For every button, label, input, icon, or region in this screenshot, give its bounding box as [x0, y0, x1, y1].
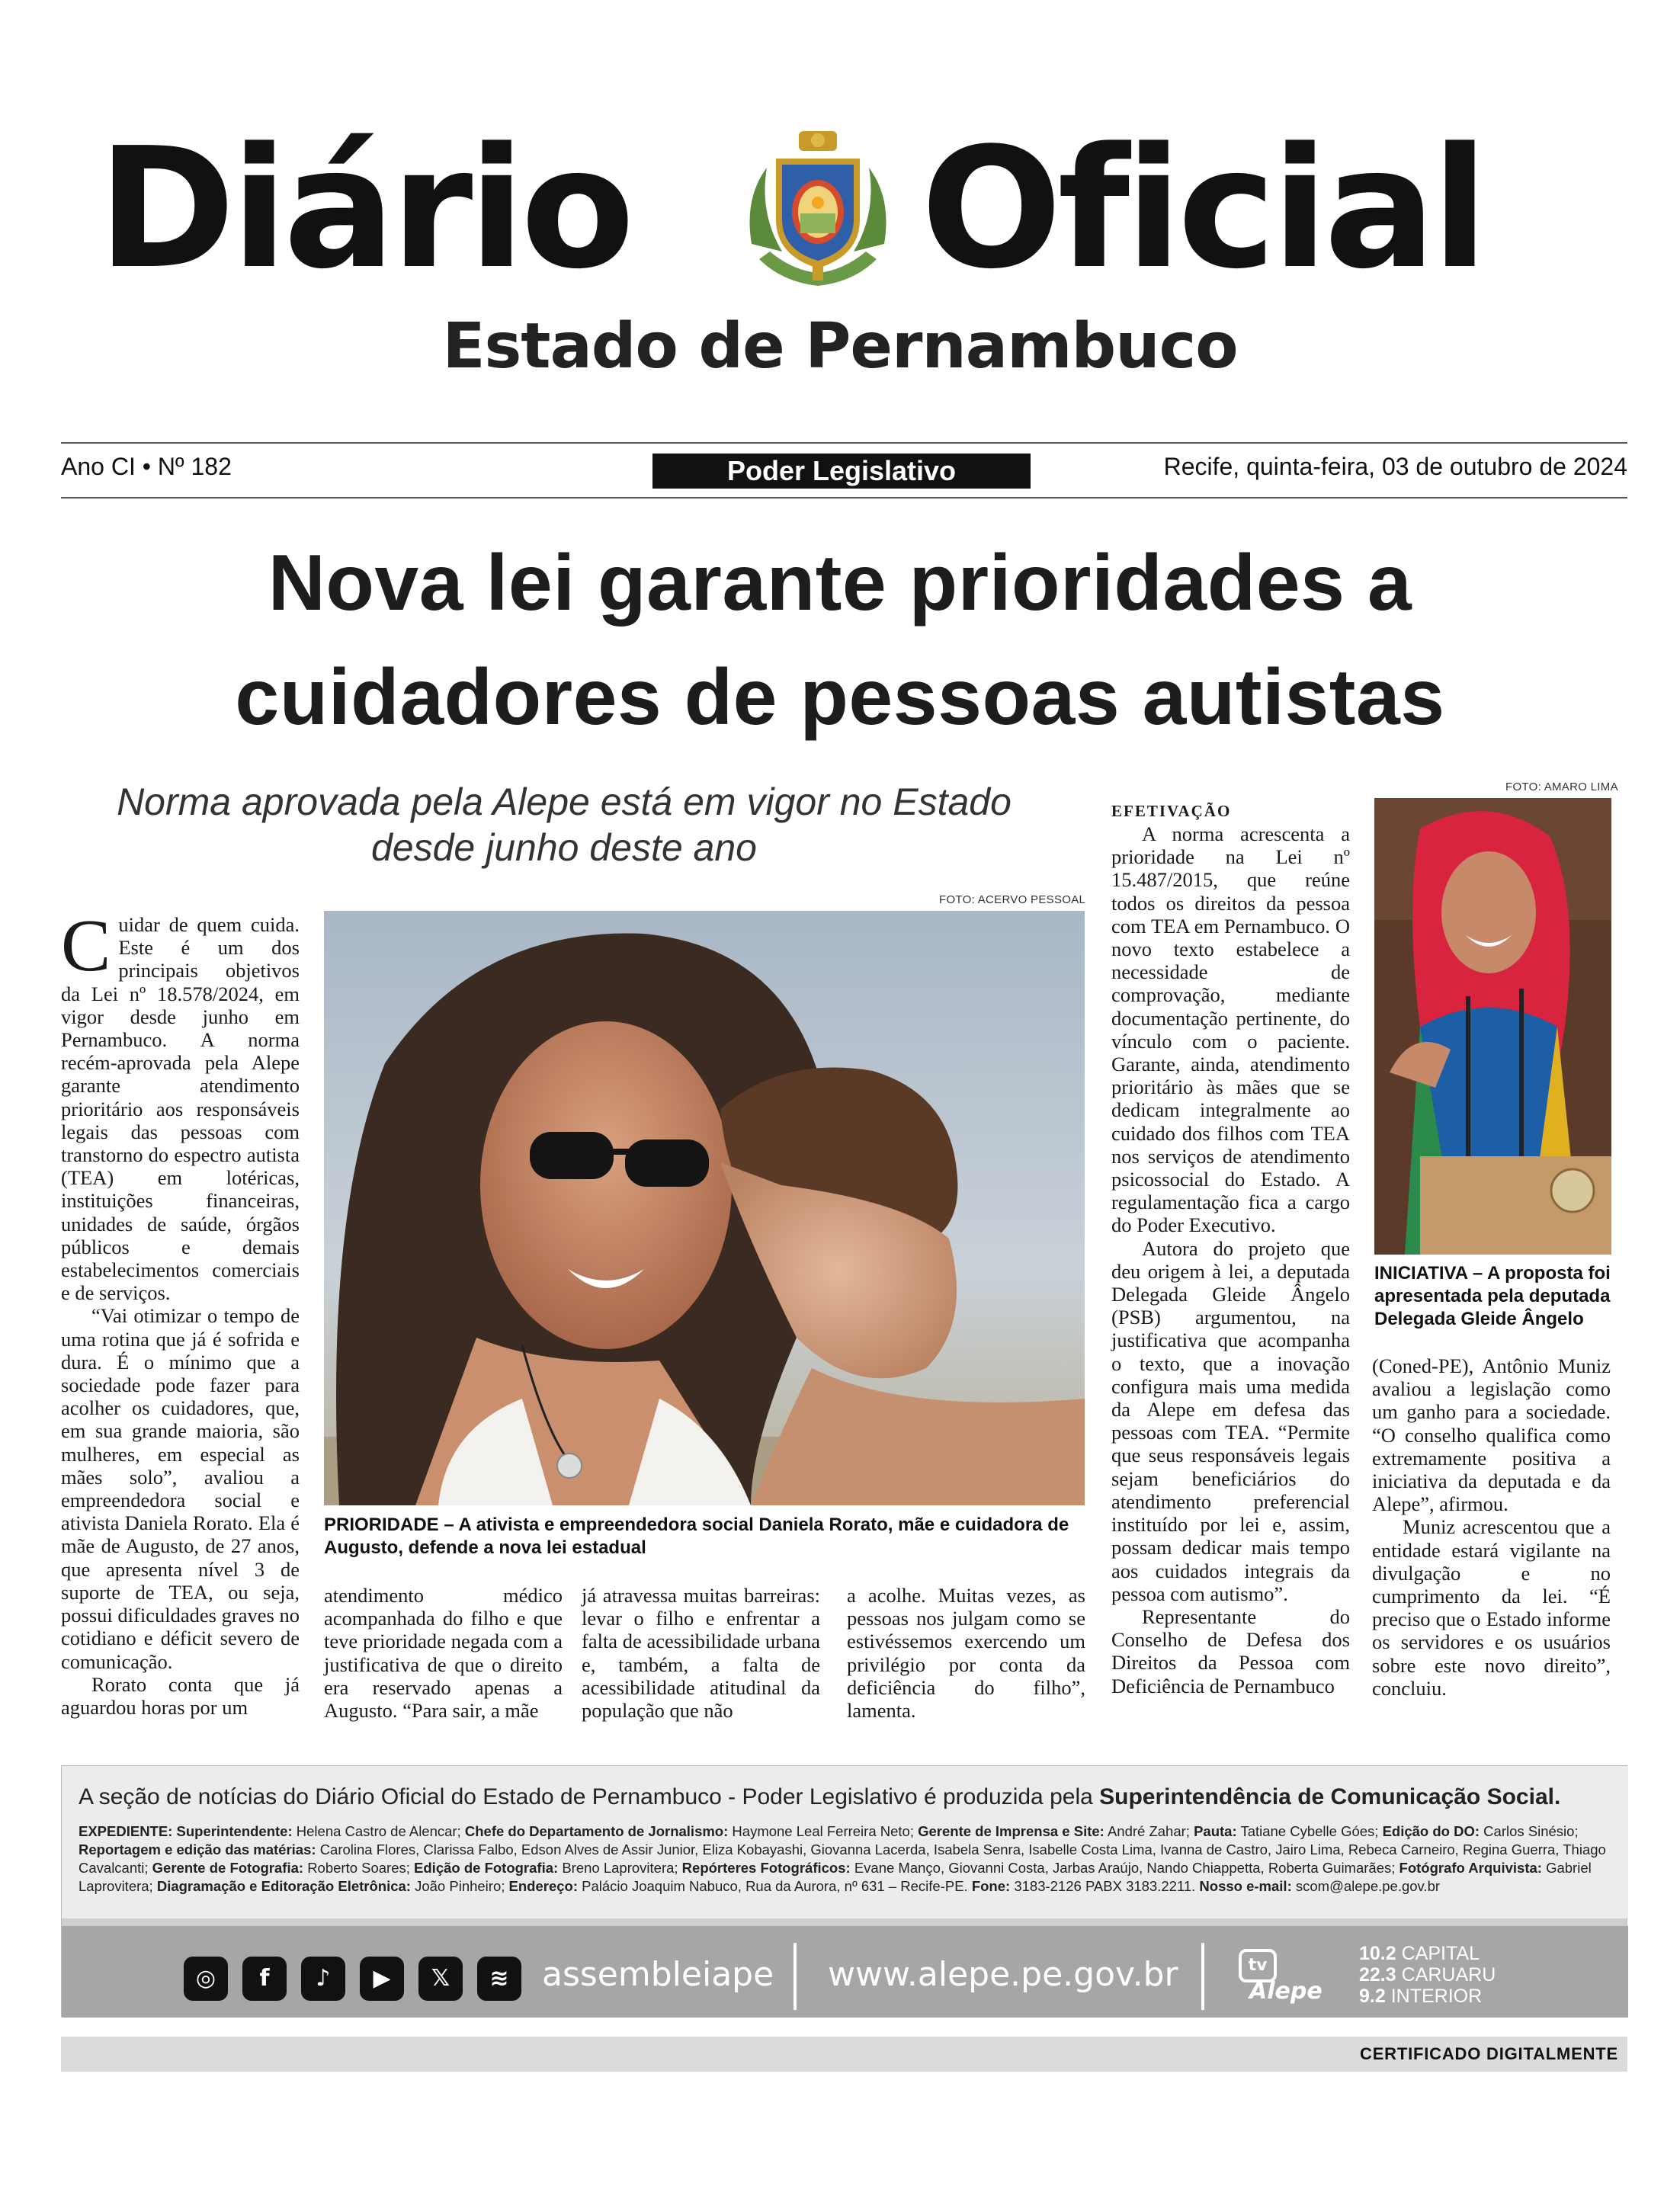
credit-value: scom@alepe.pe.gov.br	[1295, 1878, 1441, 1894]
credit-label: Fotógrafo Arquivista:	[1399, 1860, 1542, 1876]
youtube-icon[interactable]: ▶	[360, 1957, 404, 2001]
article-paragraph: já atravessa muitas barreiras: levar o filho e enfrentar a falta de acessibilidade urbana e, também, a falta de acessibilidade atitudinal da população que não	[582, 1584, 820, 1723]
article-paragraph: A norma acrescenta a prioridade na Lei nº 15.487/2015, que reúne todos os direitos da pessoa com TEA em Pernambuco. O novo texto estabelece a necessidade de comprovação, mediante documentação pertinente, do vínculo com o paciente. Garante, ainda, atendimento prioritário às mães que se dedicam integralmente ao cuidado dos filhos com TEA nos serviços de atendimento psicossocial do Estado. A regulamentação fica a cargo do Poder Executivo.	[1111, 822, 1350, 1237]
article-column-6	[1372, 1354, 1611, 1700]
section-badge: Poder Legislativo	[652, 454, 1031, 489]
article-paragraph: Autora do projeto que deu origem à lei, a deputada Delegada Gleide Ângelo (PSB) argumentou, na justificativa que acompanha o texto, que a inovação configura mais uma medida da Alepe em defesa das pessoas com TEA. “Permite que seus responsáveis legais sejam beneficiários do atendimento preferencial instituído por lei e, assim, possam dedicar mais tempo aos cuidados integrais da pessoa com autismo”.	[1111, 1236, 1350, 1605]
edition-bar	[61, 442, 1627, 498]
tiktok-icon[interactable]: ♪	[301, 1957, 345, 2001]
credit-value: Haymone Leal Ferreira Neto;	[732, 1823, 914, 1839]
masthead-title-right: Oficial	[921, 113, 1484, 306]
subheadline: Norma aprovada pela Alepe está em vigor no Estado desde junho deste ano	[117, 780, 1012, 869]
credit-label: Fone:	[971, 1878, 1011, 1894]
masthead-subtitle: Estado de Pernambuco	[442, 310, 1238, 383]
coat-of-arms-icon	[736, 130, 899, 297]
credit-label: Nosso e-mail:	[1199, 1878, 1292, 1894]
credit-label: Pauta:	[1194, 1823, 1237, 1839]
footer-intro: A seção de notícias do Diário Oficial do Estado de Pernambuco - Poder Legislativo é produzida pela Superintendência de Comunicação Social.	[79, 1784, 1561, 1809]
article-photo-deputy	[1374, 798, 1611, 1255]
website-link[interactable]: www.alepe.pe.gov.br	[828, 1955, 1178, 1994]
credit-value: Palácio Joaquim Nabuco, Rua da Aurora, nº 631 – Recife-PE.	[582, 1878, 968, 1894]
frequency-item: 10.2 CAPITAL	[1359, 1943, 1480, 1964]
credit-value: 3183-2126 PABX 3183.2211.	[1014, 1878, 1196, 1894]
photo-caption: PRIORIDADE – A ativista e empreendedora social Daniela Rorato, mãe e cuidadora de Augusto, defende a nova lei estadual	[324, 1514, 1069, 1558]
certificate-label: CERTIFICADO DIGITALMENTE	[1360, 2044, 1618, 2063]
social-handle[interactable]: assembleiape	[542, 1955, 774, 1994]
credit-label: Gerente de Fotografia:	[152, 1860, 304, 1876]
footer-box	[61, 1765, 1627, 2017]
article-photo-mother-and-son	[324, 911, 1085, 1505]
credit-value: Gabriel Laprovitera;	[79, 1860, 1592, 1894]
photo-illustration	[324, 911, 1085, 1505]
credit-value: Roberto Soares;	[307, 1860, 410, 1876]
article-column-5	[1111, 801, 1350, 1697]
photo-caption: INICIATIVA – A proposta foi apresentada pela deputada Delegada Gleide Ângelo	[1374, 1263, 1611, 1329]
credit-label: Endereço:	[508, 1878, 578, 1894]
tv-frequencies	[1359, 1943, 1496, 2007]
article-paragraph: “Vai otimizar o tempo de uma rotina que já é sofrida e dura. É o mínimo que a sociedade pode fazer para acolher os cuidadores, que, em sua grande maioria, são mulheres, em especial as mães solo”, avaliou a empreendedora social e ativista Daniela Rorato. Ela é mãe de Augusto, de 27 anos, que apresenta nível 3 de suporte de TEA, ou seja, possui dificuldades graves no cotidiano e déficit severo de comunicação.	[61, 1304, 300, 1673]
credit-value: André Zahar;	[1107, 1823, 1190, 1839]
article-paragraph: Representante do Conselho de Defesa dos Direitos da Pessoa com Deficiência de Pernambuco	[1111, 1604, 1350, 1697]
footer-social-bar	[62, 1926, 1628, 2018]
article-paragraph: Muniz acrescentou que a entidade estará vigilante na divulgação e no cumprimento da lei. “É preciso que o Estado informe os servidores e os usuários sobre este novo direito”, concluiu.	[1372, 1515, 1611, 1700]
credit-label: Gerente de Imprensa e Site:	[918, 1823, 1105, 1839]
divider	[794, 1943, 797, 2010]
article-column-1	[61, 905, 300, 1719]
edition-number: Ano CI • Nº 182	[61, 453, 232, 480]
credit-label: Reportagem e edição das matérias:	[79, 1841, 316, 1857]
section-kicker: EFETIVAÇÃO	[1111, 802, 1232, 820]
photo-illustration	[1374, 798, 1611, 1255]
credit-value: Carolina Flores, Clarissa Falbo, Edson Alves de Assir Junior, Eliza Kobayashi, Giovanna Lacerda, Isabela Senra, Isabelle Costa Lima, Ivanna de Castro, Jairo Lima, Rebeca Carneiro, Regina Guerra, Thiago Cavalcanti;	[79, 1841, 1606, 1876]
footer-credits	[62, 1766, 1628, 1918]
credit-label: Chefe do Departamento de Jornalismo:	[464, 1823, 729, 1839]
photo-credit: FOTO: ACERVO PESSOAL	[939, 893, 1086, 906]
credit-value: Carlos Sinésio;	[1483, 1823, 1579, 1839]
headline: Nova lei garante prioridades a cuidadores de pessoas autistas	[235, 539, 1445, 742]
credit-value: Tatiane Cybelle Góes;	[1240, 1823, 1379, 1839]
certificate-bar	[61, 2037, 1627, 2072]
article-paragraph: Cuidar de quem cuida. Este é um dos principais objetivos da Lei nº 18.578/2024, em vigor desde junho em Pernambuco. A norma recém-aprovada pela Alepe garante atendimento prioritário aos responsáveis legais das pessoas com transtorno do espectro autista (TEA) em lotéricas, instituições financeiras, unidades de saúde, órgãos públicos e demais estabelecimentos comerciais e de serviços.	[61, 905, 300, 1305]
credit-label: Repórteres Fotográficos:	[681, 1860, 851, 1876]
credit-value: Helena Castro de Alencar;	[296, 1823, 461, 1839]
article-paragraph: (Coned-PE), Antônio Muniz avaliou a legislação como um ganho para a sociedade. “O conselho qualifica como extremamente positiva a iniciativa da deputada e da Alepe”, afirmou.	[1372, 1354, 1611, 1516]
facebook-icon[interactable]: f	[242, 1957, 287, 2001]
spotify-icon[interactable]: ≋	[477, 1957, 521, 2001]
divider	[1201, 1943, 1204, 2010]
expediente	[79, 1822, 1611, 1896]
article-paragraph: atendimento médico acompanhada do filho e que teve prioridade negada com a justificativa de que o direito era reservado apenas a Augusto. “Para sair, a mãe	[324, 1584, 563, 1723]
article-column-3	[582, 1584, 820, 1722]
x-icon[interactable]: 𝕏	[418, 1957, 463, 2001]
frequency-item: 22.3 CARUARU	[1359, 1964, 1496, 1986]
tv-alepe-logo: tv Alepe	[1237, 1947, 1310, 2002]
credit-label: Diagramação e Editoração Eletrônica:	[156, 1878, 411, 1894]
article-column-2	[324, 1584, 563, 1722]
instagram-icon[interactable]: ◎	[184, 1957, 228, 2001]
article-paragraph: Rorato conta que já aguardou horas por um	[61, 1672, 300, 1719]
credit-value: Breno Laprovitera;	[562, 1860, 678, 1876]
credit-value: João Pinheiro;	[415, 1878, 505, 1894]
photo-credit: FOTO: AMARO LIMA	[1505, 780, 1618, 793]
credit-label: Edição de Fotografia:	[414, 1860, 559, 1876]
drop-cap: C	[61, 905, 111, 987]
masthead	[0, 113, 1680, 383]
credit-label: EXPEDIENTE: Superintendente:	[79, 1823, 293, 1839]
credit-value: Evane Manço, Giovanni Costa, Jarbas Araújo, Nando Chiappetta, Roberta Guimarães;	[854, 1860, 1396, 1876]
credit-label: Edição do DO:	[1382, 1823, 1480, 1839]
article-column-4	[847, 1584, 1085, 1722]
article-paragraph: a acolhe. Muitas vezes, as pessoas nos julgam como se estivéssemos exercendo um privilégio por conta da deficiência do filho”, lamenta.	[847, 1584, 1085, 1723]
frequency-item: 9.2 INTERIOR	[1359, 1986, 1483, 2007]
masthead-title-left: Diário	[98, 113, 630, 306]
dateline: Recife, quinta-feira, 03 de outubro de 2024	[1163, 453, 1627, 480]
